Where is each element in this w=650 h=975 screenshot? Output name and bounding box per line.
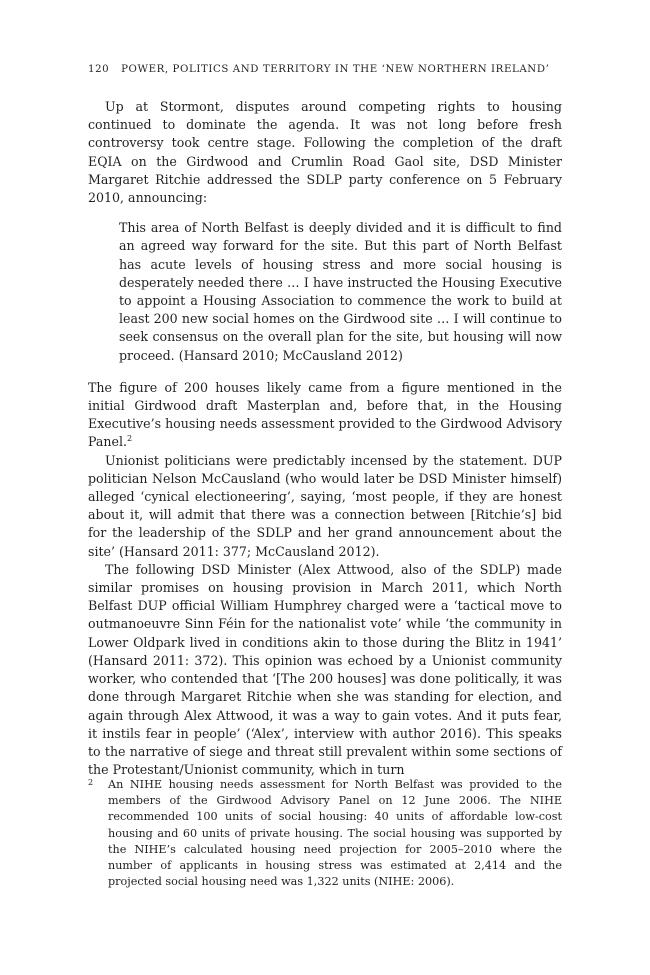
page-number: 120 bbox=[88, 64, 110, 75]
block-quote: This area of North Belfast is deeply divided and it is difficult to find an agreed way forward for the site. But this part of North Belfast has acute levels of housing stress and more social housing is desperately needed there … I have instructed the Housing Executive to appoint a Housing Association to commence the work to build at least 200 new social homes on the Girdwood site … I will continue to seek consensus on the overall plan for the site, but housing will now proceed. (Hansard 2010; McCausland 2012) bbox=[119, 220, 562, 363]
running-header bbox=[88, 64, 562, 75]
footnote-reference[interactable]: 2 bbox=[127, 434, 133, 444]
paragraph-2-text: The figure of 200 houses likely came from a figure mentioned in the initial Girdwood draft Masterplan and, before that, in the Housing Executive’s housing needs assessment provided to the Girdwood Advisory Panel. bbox=[88, 379, 562, 450]
footnote-text: An NIHE housing needs assessment for North Belfast was provided to the members of the Girdwood Advisory Panel on 12 June 2006. The NIHE recommended 100 units of social housing: 40 units of affordable low-cost housing and 60 units of private housing. The social housing was supported by the NIHE’s calculated housing need projection for 2005–2010 where the number of applicants in housing stress was estimated at 2,414 and the projected social housing need was 1,322 units (NIHE: 2006). bbox=[108, 778, 562, 889]
paragraph-4: The following DSD Minister (Alex Attwood, also of the SDLP) made similar promises on housing provision in March 2011, which North Belfast DUP official William Humphrey charged were a ‘tactical move to outmanoeuvre Sinn Féin for the nationalist vote’ while ‘the community in Lower Oldpark lived in conditions akin to those during the Blitz in 1941’ (Hansard 2011: 372). This opinion was echoed by a Unionist community worker, who contended that ‘[The 200 houses] was done politically, it was done through Margaret Ritchie when she was standing for election, and again through Alex Attwood, it was a way to gain votes. And it puts fear, it instils fear in people’ (‘Alex’, interview with author 2016). This speaks to the narrative of siege and threat still prevalent within some sections of the Protestant/Unionist community, which in turn bbox=[88, 561, 562, 778]
paragraph-1: Up at Stormont, disputes around competing rights to housing continued to dominate the agenda. It was not long before fresh controversy took centre stage. Following the completion of the draft EQIA on the Girdwood and Crumlin Road Gaol site, DSD Minister Margaret Ritchie addressed the SDLP party conference on 5 February 2010, announcing: bbox=[88, 99, 562, 206]
body-text bbox=[88, 98, 562, 779]
running-title: POWER, POLITICS AND TERRITORY IN THE ‘NEW NORTHERN IRELAND’ bbox=[121, 64, 550, 75]
footnote bbox=[88, 777, 562, 890]
paragraph-3: Unionist politicians were predictably incensed by the statement. DUP politician Nelson McCausland (who would later be DSD Minister himself) alleged ‘cynical electioneering’, saying, ‘most people, if they are honest about it, will admit that there was a connection between [Ritchie’s] bid for the leadership of the SDLP and her grand announcement about the site’ (Hansard 2011: 377; McCausland 2012). bbox=[88, 452, 562, 559]
footnote-mark: 2 bbox=[88, 778, 94, 787]
paragraph-2 bbox=[88, 379, 562, 452]
